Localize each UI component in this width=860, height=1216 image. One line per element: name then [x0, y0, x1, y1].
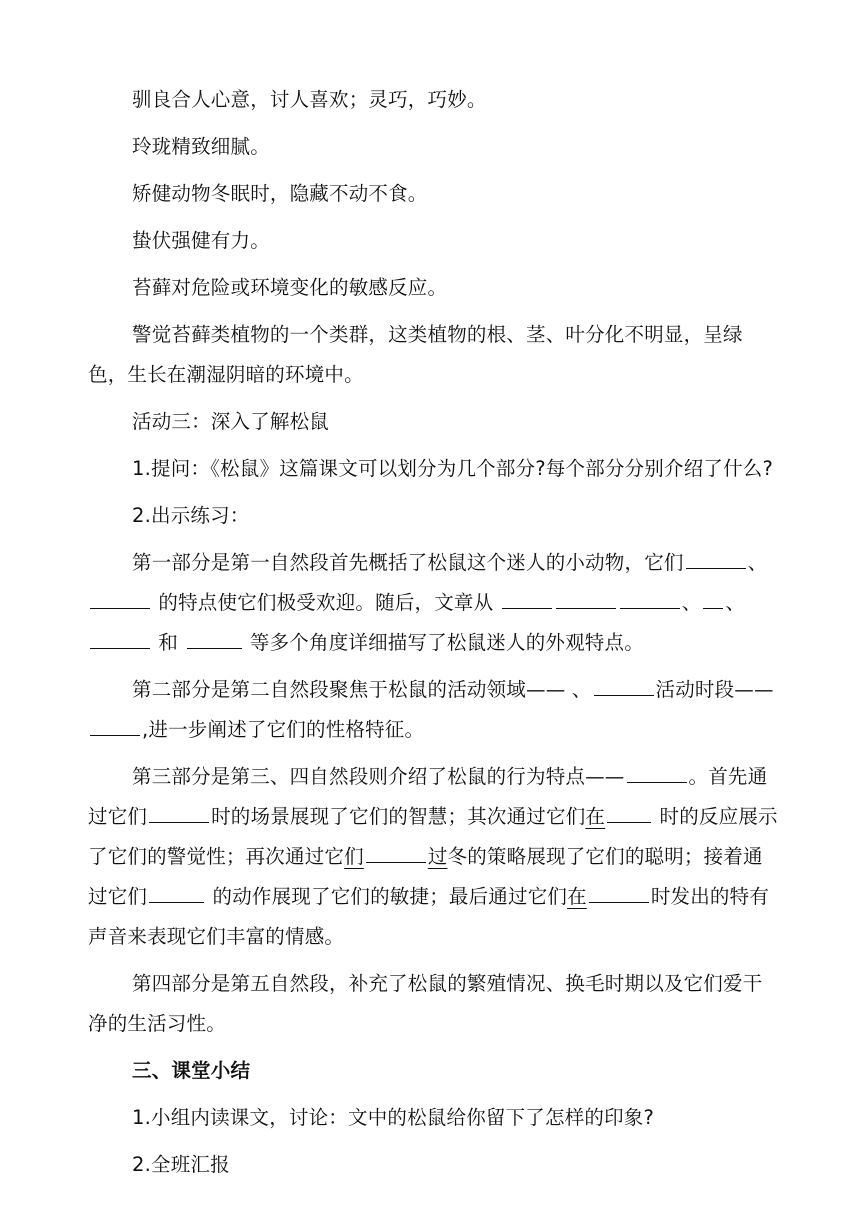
part-one-text-b: 、	[747, 551, 768, 574]
definition-line-3: 矫健动物冬眠时，隐藏不动不食。	[132, 182, 428, 205]
fill-blank[interactable]	[703, 586, 723, 609]
fill-blank[interactable]	[149, 880, 204, 903]
part-four-paragraph: 第四部分是第五自然段，补充了松鼠的繁殖情况、换毛时期以及它们爱干净的生活习性。	[88, 972, 763, 1035]
exercise-label: 2.出示练习：	[132, 504, 250, 527]
part-one-text-g: 等多个角度详细描写了松鼠迷人的外观特点。	[243, 631, 644, 654]
part-three-text-b: 首先通过它们	[88, 765, 768, 828]
part-two-text-c: ,进一步阐述了它们的性格特征。	[142, 718, 425, 741]
part-one-text-c: 的特点使它们极受欢迎。随后，文章从	[152, 591, 500, 614]
part-three-text-d: 时的反应展示了它们的警觉性；再次通过它	[88, 805, 778, 868]
part-three-underlined-d2: 过	[427, 845, 448, 868]
definition-line-2: 玲珑精致细腻。	[132, 135, 270, 158]
question-1: 1.提问：《松鼠》这篇课文可以划分为几个部分?每个部分分别介绍了什么?	[132, 457, 774, 480]
fill-blank[interactable]	[589, 880, 649, 903]
definition-line-1: 驯良合人心意，讨人喜欢；灵巧，巧妙。	[132, 88, 487, 111]
part-three-underlined-d: 们	[344, 845, 364, 868]
fill-blank[interactable]	[556, 586, 616, 609]
definition-line-6: 警觉苔藓类植物的一个类群，这类植物的根、茎、叶分化不明显，呈绿色，生长在潮湿阴暗的环境中。	[88, 323, 743, 386]
fill-blank[interactable]	[90, 626, 150, 649]
part-one-text-e: 、	[725, 591, 746, 614]
part-three-paragraph	[88, 757, 778, 957]
fill-blank[interactable]	[502, 586, 552, 609]
part-three-text-g: 时发出的特有声音来表现它们丰富的情感。	[88, 885, 770, 948]
fill-blank[interactable]	[90, 586, 150, 609]
fill-blank[interactable]	[607, 800, 651, 823]
part-one-text-a: 第一部分是第一自然段首先概括了松鼠这个迷人的小动物，它们	[132, 551, 684, 574]
part-three-text-c: 时的场景展现了它们的智慧；其次通过它们	[211, 805, 586, 828]
section-title: 三、课堂小结	[132, 1059, 251, 1082]
part-two-paragraph	[88, 670, 778, 750]
part-three-underlined-f: 在	[567, 885, 587, 908]
definition-line-4: 蛰伏强健有力。	[132, 229, 270, 252]
part-three-text-e: 冬的策略展现了它们的聪明；接着通过它们	[88, 845, 763, 908]
fill-blank[interactable]	[686, 546, 746, 569]
part-three-underlined-c: 在	[585, 805, 606, 828]
fill-blank[interactable]	[90, 713, 140, 736]
fill-blank[interactable]	[620, 586, 680, 609]
fill-blank[interactable]	[366, 840, 426, 863]
fill-blank[interactable]	[149, 800, 209, 823]
part-two-text-b: 活动时段——	[655, 678, 774, 701]
document-page	[88, 80, 778, 1192]
part-one-paragraph	[88, 543, 778, 663]
summary-item-2: 2.全班汇报	[132, 1153, 230, 1176]
summary-item-1: 1.小组内读课文，讨论：文中的松鼠给你留下了怎样的印象?	[132, 1106, 655, 1129]
activity-three-heading: 活动三：深入了解松鼠	[132, 410, 330, 433]
part-three-text-a2: 。	[688, 765, 709, 788]
part-three-text-f: 的动作展现了它们的敏捷；最后通过它们	[206, 885, 568, 908]
part-two-text-a: 第二部分是第二自然段聚焦于松鼠的活动领域—— 、	[132, 678, 592, 701]
part-three-text-a: 第三部分是第三、四自然段则介绍了松鼠的行为特点——	[132, 765, 625, 788]
part-one-text-f: 和	[152, 631, 185, 654]
fill-blank[interactable]	[594, 673, 654, 696]
part-one-text-d: 、	[681, 591, 702, 614]
definition-line-5: 苔藓对危险或环境变化的敏感反应。	[132, 276, 448, 299]
fill-blank[interactable]	[187, 626, 242, 649]
fill-blank[interactable]	[627, 760, 687, 783]
